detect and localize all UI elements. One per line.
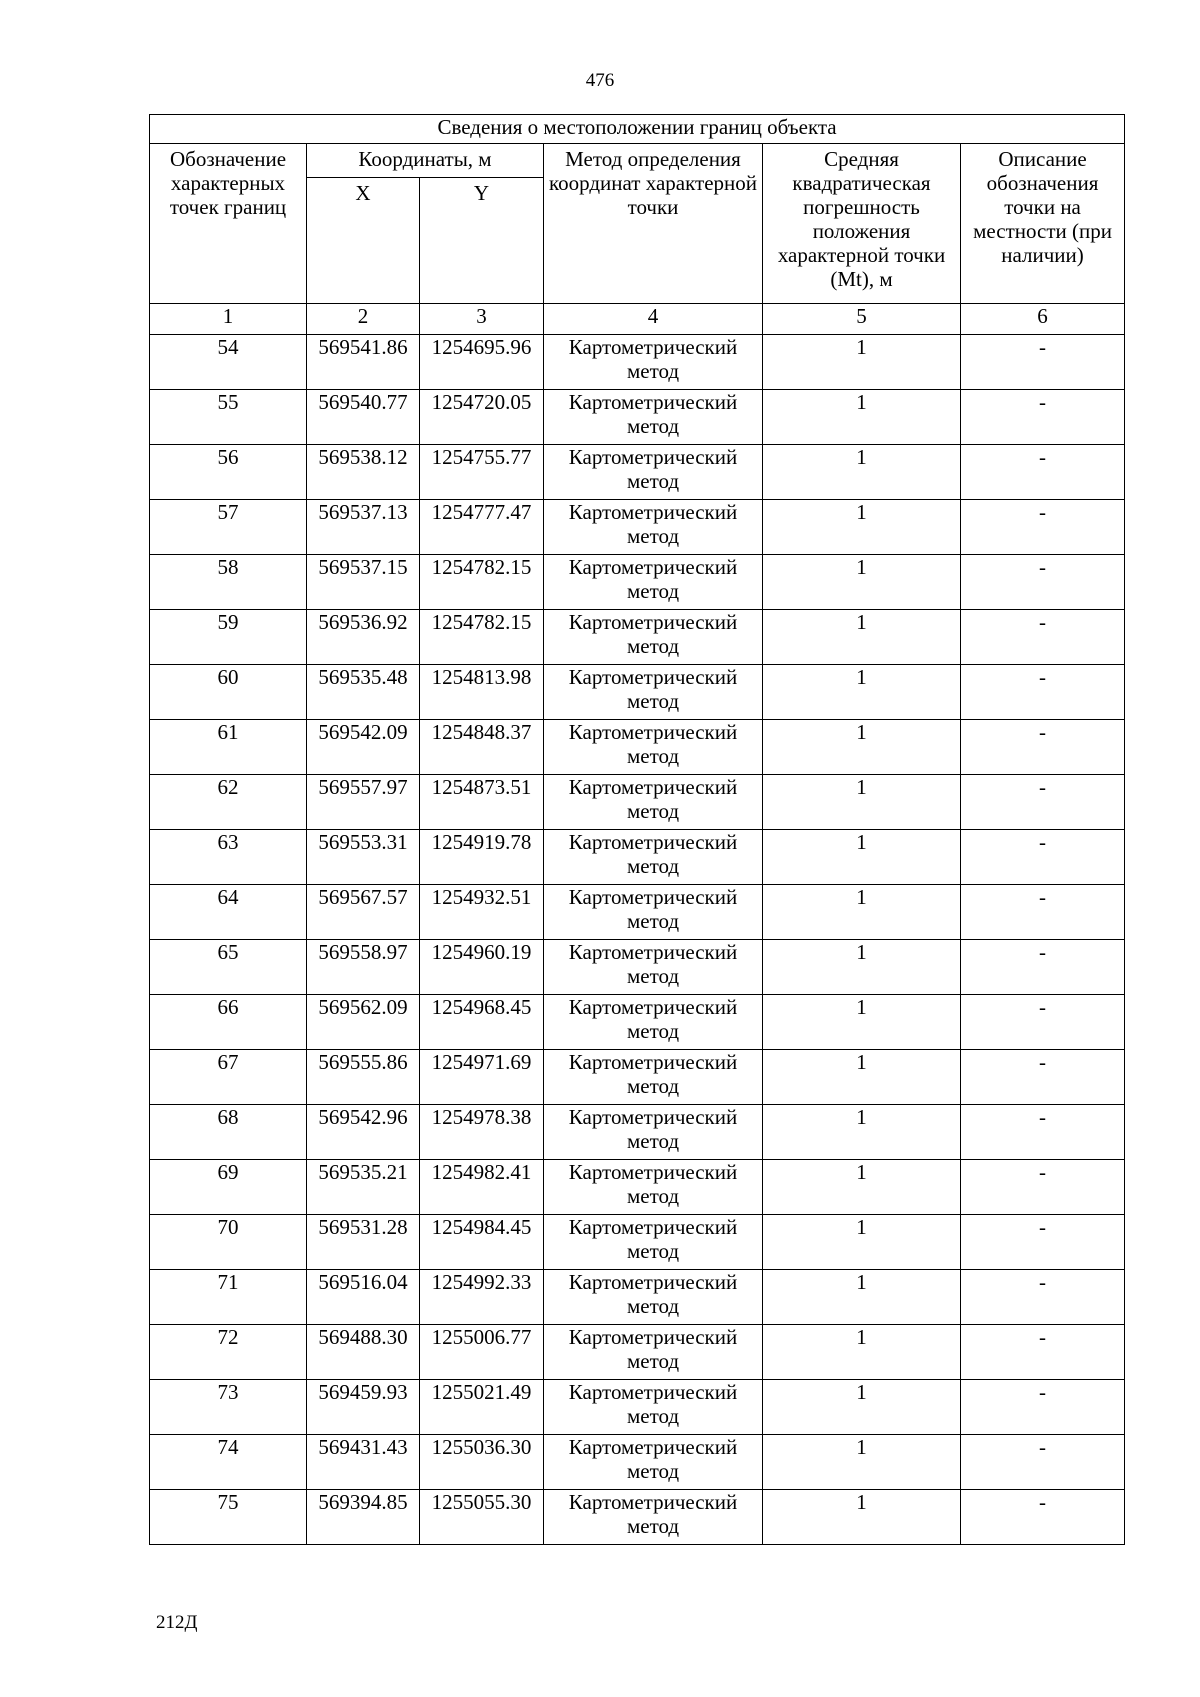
cell-point-id: 59 xyxy=(150,610,307,665)
cell-y: 1255036.30 xyxy=(420,1435,544,1490)
table-row xyxy=(150,1215,1125,1270)
cell-description: - xyxy=(961,1050,1125,1105)
cell-mean-error: 1 xyxy=(763,500,961,555)
table-row xyxy=(150,940,1125,995)
table-row xyxy=(150,1050,1125,1105)
column-number: 4 xyxy=(544,304,763,335)
cell-x: 569553.31 xyxy=(307,830,420,885)
cell-description: - xyxy=(961,720,1125,775)
cell-mean-error: 1 xyxy=(763,1270,961,1325)
cell-mean-error: 1 xyxy=(763,830,961,885)
cell-x: 569459.93 xyxy=(307,1380,420,1435)
cell-y: 1254960.19 xyxy=(420,940,544,995)
cell-method: Картометрический метод xyxy=(544,1380,763,1435)
table-row xyxy=(150,610,1125,665)
cell-point-id: 73 xyxy=(150,1380,307,1435)
column-number-row xyxy=(150,304,1125,335)
cell-description: - xyxy=(961,1160,1125,1215)
cell-description: - xyxy=(961,1490,1125,1545)
cell-x: 569555.86 xyxy=(307,1050,420,1105)
cell-mean-error: 1 xyxy=(763,335,961,390)
cell-x: 569562.09 xyxy=(307,995,420,1050)
cell-point-id: 74 xyxy=(150,1435,307,1490)
cell-description: - xyxy=(961,665,1125,720)
cell-method: Картометрический метод xyxy=(544,1215,763,1270)
header-mean-error: Средняя квадратическая погрешность положения характерной точки (Mt), м xyxy=(763,144,961,304)
cell-mean-error: 1 xyxy=(763,940,961,995)
cell-x: 569531.28 xyxy=(307,1215,420,1270)
cell-point-id: 69 xyxy=(150,1160,307,1215)
cell-y: 1255006.77 xyxy=(420,1325,544,1380)
cell-y: 1254978.38 xyxy=(420,1105,544,1160)
table-row xyxy=(150,1270,1125,1325)
cell-y: 1254932.51 xyxy=(420,885,544,940)
cell-method: Картометрический метод xyxy=(544,500,763,555)
cell-point-id: 54 xyxy=(150,335,307,390)
cell-y: 1254971.69 xyxy=(420,1050,544,1105)
cell-description: - xyxy=(961,555,1125,610)
table-row xyxy=(150,830,1125,885)
cell-method: Картометрический метод xyxy=(544,1325,763,1380)
cell-x: 569541.86 xyxy=(307,335,420,390)
cell-x: 569516.04 xyxy=(307,1270,420,1325)
cell-mean-error: 1 xyxy=(763,775,961,830)
cell-point-id: 65 xyxy=(150,940,307,995)
cell-mean-error: 1 xyxy=(763,390,961,445)
cell-point-id: 55 xyxy=(150,390,307,445)
table-row xyxy=(150,995,1125,1050)
cell-method: Картометрический метод xyxy=(544,1160,763,1215)
cell-mean-error: 1 xyxy=(763,1160,961,1215)
cell-x: 569538.12 xyxy=(307,445,420,500)
column-number: 3 xyxy=(420,304,544,335)
cell-description: - xyxy=(961,940,1125,995)
table-title: Сведения о местоположении границ объекта xyxy=(150,115,1125,144)
cell-method: Картометрический метод xyxy=(544,1050,763,1105)
table-row xyxy=(150,500,1125,555)
cell-point-id: 68 xyxy=(150,1105,307,1160)
cell-x: 569535.48 xyxy=(307,665,420,720)
cell-y: 1254720.05 xyxy=(420,390,544,445)
cell-x: 569557.97 xyxy=(307,775,420,830)
cell-description: - xyxy=(961,500,1125,555)
cell-x: 569537.15 xyxy=(307,555,420,610)
cell-method: Картометрический метод xyxy=(544,335,763,390)
column-number: 2 xyxy=(307,304,420,335)
cell-description: - xyxy=(961,830,1125,885)
cell-method: Картометрический метод xyxy=(544,830,763,885)
cell-y: 1254992.33 xyxy=(420,1270,544,1325)
cell-y: 1254919.78 xyxy=(420,830,544,885)
cell-description: - xyxy=(961,775,1125,830)
cell-description: - xyxy=(961,1325,1125,1380)
cell-x: 569540.77 xyxy=(307,390,420,445)
table-row xyxy=(150,390,1125,445)
cell-description: - xyxy=(961,445,1125,500)
cell-point-id: 56 xyxy=(150,445,307,500)
cell-y: 1254873.51 xyxy=(420,775,544,830)
cell-description: - xyxy=(961,1380,1125,1435)
cell-description: - xyxy=(961,1215,1125,1270)
cell-x: 569542.96 xyxy=(307,1105,420,1160)
cell-mean-error: 1 xyxy=(763,1105,961,1160)
cell-description: - xyxy=(961,390,1125,445)
cell-x: 569536.92 xyxy=(307,610,420,665)
table-row xyxy=(150,1380,1125,1435)
cell-mean-error: 1 xyxy=(763,1435,961,1490)
page-number: 476 xyxy=(585,70,615,91)
cell-mean-error: 1 xyxy=(763,445,961,500)
footer-code: 212Д xyxy=(156,1612,198,1633)
cell-x: 569535.21 xyxy=(307,1160,420,1215)
column-number: 1 xyxy=(150,304,307,335)
cell-mean-error: 1 xyxy=(763,995,961,1050)
cell-y: 1254968.45 xyxy=(420,995,544,1050)
table-title-row xyxy=(150,115,1125,144)
cell-mean-error: 1 xyxy=(763,1490,961,1545)
table-row xyxy=(150,1105,1125,1160)
cell-point-id: 67 xyxy=(150,1050,307,1105)
cell-method: Картометрический метод xyxy=(544,665,763,720)
cell-method: Картометрический метод xyxy=(544,390,763,445)
header-y: Y xyxy=(420,178,544,304)
cell-y: 1254782.15 xyxy=(420,610,544,665)
cell-mean-error: 1 xyxy=(763,665,961,720)
header-row-1 xyxy=(150,144,1125,178)
cell-mean-error: 1 xyxy=(763,1050,961,1105)
cell-x: 569542.09 xyxy=(307,720,420,775)
cell-y: 1254982.41 xyxy=(420,1160,544,1215)
cell-method: Картометрический метод xyxy=(544,610,763,665)
cell-point-id: 63 xyxy=(150,830,307,885)
cell-method: Картометрический метод xyxy=(544,995,763,1050)
cell-method: Картометрический метод xyxy=(544,1270,763,1325)
header-method: Метод определения координат характерной точки xyxy=(544,144,763,304)
cell-point-id: 61 xyxy=(150,720,307,775)
cell-point-id: 58 xyxy=(150,555,307,610)
cell-mean-error: 1 xyxy=(763,720,961,775)
cell-x: 569488.30 xyxy=(307,1325,420,1380)
cell-y: 1254813.98 xyxy=(420,665,544,720)
cell-mean-error: 1 xyxy=(763,1380,961,1435)
cell-x: 569394.85 xyxy=(307,1490,420,1545)
cell-x: 569558.97 xyxy=(307,940,420,995)
table-row xyxy=(150,1325,1125,1380)
cell-description: - xyxy=(961,995,1125,1050)
table-row xyxy=(150,775,1125,830)
boundary-points-table xyxy=(149,114,1125,1545)
cell-point-id: 72 xyxy=(150,1325,307,1380)
header-description: Описание обозначения точки на местности (при наличии) xyxy=(961,144,1125,304)
column-number: 6 xyxy=(961,304,1125,335)
table-row xyxy=(150,555,1125,610)
cell-y: 1254755.77 xyxy=(420,445,544,500)
table-row xyxy=(150,445,1125,500)
header-point-id: Обозначение характерных точек границ xyxy=(150,144,307,304)
table-row xyxy=(150,1435,1125,1490)
table-row xyxy=(150,1490,1125,1545)
cell-point-id: 66 xyxy=(150,995,307,1050)
cell-point-id: 62 xyxy=(150,775,307,830)
cell-description: - xyxy=(961,885,1125,940)
cell-point-id: 64 xyxy=(150,885,307,940)
table-row xyxy=(150,665,1125,720)
cell-y: 1254848.37 xyxy=(420,720,544,775)
cell-y: 1254695.96 xyxy=(420,335,544,390)
cell-method: Картометрический метод xyxy=(544,555,763,610)
header-x: X xyxy=(307,178,420,304)
cell-mean-error: 1 xyxy=(763,885,961,940)
cell-point-id: 60 xyxy=(150,665,307,720)
cell-y: 1255021.49 xyxy=(420,1380,544,1435)
cell-mean-error: 1 xyxy=(763,555,961,610)
cell-mean-error: 1 xyxy=(763,610,961,665)
table-row xyxy=(150,1160,1125,1215)
cell-description: - xyxy=(961,1435,1125,1490)
header-coordinates: Координаты, м xyxy=(307,144,544,178)
cell-x: 569431.43 xyxy=(307,1435,420,1490)
cell-description: - xyxy=(961,1105,1125,1160)
cell-point-id: 75 xyxy=(150,1490,307,1545)
cell-method: Картометрический метод xyxy=(544,1490,763,1545)
cell-y: 1254984.45 xyxy=(420,1215,544,1270)
cell-x: 569567.57 xyxy=(307,885,420,940)
cell-method: Картометрический метод xyxy=(544,445,763,500)
table-row xyxy=(150,885,1125,940)
table-row xyxy=(150,720,1125,775)
cell-point-id: 70 xyxy=(150,1215,307,1270)
cell-mean-error: 1 xyxy=(763,1215,961,1270)
cell-x: 569537.13 xyxy=(307,500,420,555)
cell-point-id: 71 xyxy=(150,1270,307,1325)
column-number: 5 xyxy=(763,304,961,335)
cell-y: 1254782.15 xyxy=(420,555,544,610)
cell-method: Картометрический метод xyxy=(544,1105,763,1160)
cell-description: - xyxy=(961,1270,1125,1325)
cell-method: Картометрический метод xyxy=(544,1435,763,1490)
cell-point-id: 57 xyxy=(150,500,307,555)
cell-description: - xyxy=(961,335,1125,390)
cell-mean-error: 1 xyxy=(763,1325,961,1380)
cell-method: Картометрический метод xyxy=(544,720,763,775)
cell-description: - xyxy=(961,610,1125,665)
cell-method: Картометрический метод xyxy=(544,885,763,940)
cell-method: Картометрический метод xyxy=(544,940,763,995)
cell-y: 1254777.47 xyxy=(420,500,544,555)
cell-method: Картометрический метод xyxy=(544,775,763,830)
cell-y: 1255055.30 xyxy=(420,1490,544,1545)
table-row xyxy=(150,335,1125,390)
